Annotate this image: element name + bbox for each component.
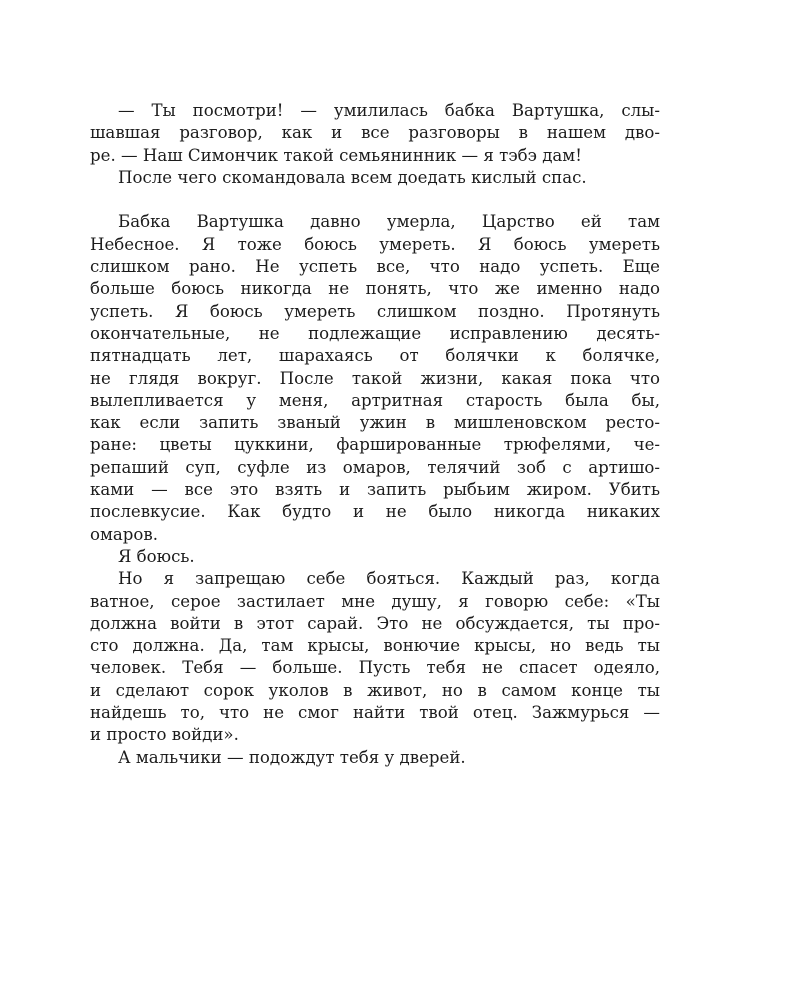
paragraph	[118, 747, 660, 769]
text-line: Я боюсь.	[118, 546, 195, 566]
text-line: больше боюсь никогда не понять, что же именно надо	[90, 279, 660, 299]
text-line: ватное, серое застилает мне душу, я говорю себе: «Ты	[90, 591, 660, 611]
text-line: — Ты посмотри! — умилилась бабка Вартушка, слы-	[118, 101, 660, 120]
text-block-2	[90, 211, 660, 768]
text-line: как если запить званый ужин в мишленовском ресто-	[90, 413, 660, 433]
paragraph	[90, 211, 660, 545]
text-line: Бабка Вартушка давно умерла, Царство ей там	[118, 212, 660, 232]
text-line: и просто войди».	[90, 725, 239, 745]
text-line: После чего скомандовала всем доедать кислый спас.	[118, 167, 587, 187]
text-line: пятнадцать лет, шарахаясь от болячки к болячке,	[90, 346, 660, 366]
text-line: послевкусие. Как будто и не было никогда никаких	[90, 502, 660, 522]
text-line: Небесное. Я тоже боюсь умереть. Я боюсь умереть	[90, 234, 660, 254]
text-line: не глядя вокруг. После такой жизни, какая пока что	[90, 368, 660, 388]
text-line: должна войти в этот сарай. Это не обсуждается, ты про-	[90, 613, 660, 633]
text-line: окончательные, не подлежащие исправлению десять-	[90, 323, 660, 343]
text-line: успеть. Я боюсь умереть слишком поздно. Протянуть	[90, 301, 660, 321]
text-line: сто должна. Да, там крысы, вонючие крысы, но ведь ты	[90, 636, 660, 656]
text-line: А мальчики — подождут тебя у дверей.	[118, 747, 466, 767]
text-line: ране: цветы цуккини, фаршированные трюфелями, че-	[90, 435, 660, 455]
text-line: и сделают сорок уколов в живот, но в самом конце ты	[90, 680, 660, 700]
paragraph	[118, 167, 660, 189]
text-line: ками — все это взять и запить рыбьим жиром. Убить	[90, 480, 660, 500]
text-line: омаров.	[90, 524, 159, 544]
text-line: вылепливается у меня, артритная старость была бы,	[90, 390, 660, 410]
text-line: Но я запрещаю себе бояться. Каждый раз, когда	[118, 569, 660, 589]
text-line: ре. — Наш Симончик такой семьянинник — я тэбэ дам!	[90, 145, 582, 165]
text-line: найдешь то, что не смог найти твой отец. Зажмурься —	[90, 703, 660, 723]
text-line: человек. Тебя — больше. Пусть тебя не спасет одеяло,	[90, 658, 660, 678]
text-block-1	[90, 100, 660, 189]
paragraph	[118, 546, 660, 568]
text-line: репаший суп, суфле из омаров, телячий зоб с артишо-	[90, 457, 660, 477]
paragraph	[90, 568, 660, 746]
text-line: шавшая разговор, как и все разговоры в нашем дво-	[90, 123, 660, 143]
text-line: слишком рано. Не успеть все, что надо успеть. Еще	[90, 257, 660, 277]
paragraph	[90, 100, 660, 167]
book-page	[90, 100, 660, 769]
